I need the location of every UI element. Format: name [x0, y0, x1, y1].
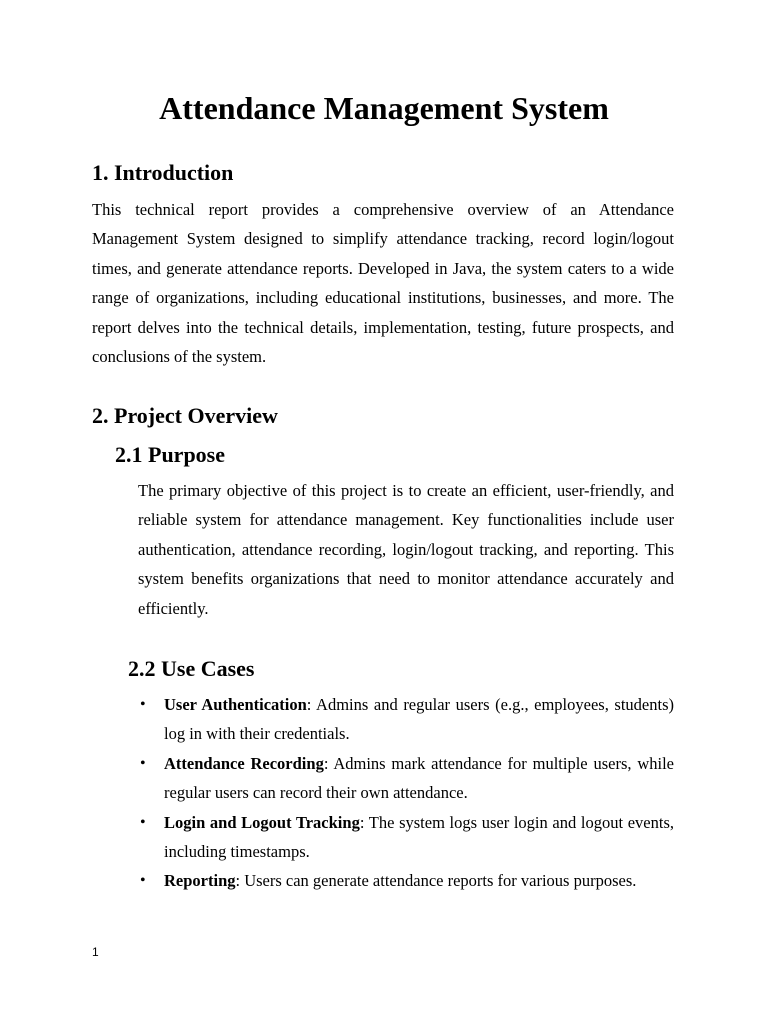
- use-case-term: User Authentication: [164, 695, 307, 714]
- list-item: [138, 808, 674, 867]
- use-case-description: : The system logs user login and logout events, including timestamps.: [164, 812, 674, 862]
- purpose-paragraph: The primary objective of this project is to create an efficient, user-friendly, and reliable system for attendance management. Key functionalities include user authentication, attendance recording, login/logout tracking, and reporting. This system benefits organizations that need to monitor attendance accurately and efficiently.: [138, 481, 674, 618]
- page-number: 1: [92, 945, 99, 959]
- use-case-term: Login and Logout Tracking: [164, 812, 360, 832]
- subsection-heading-use-cases: 2.2 Use Cases: [128, 656, 255, 681]
- section-heading-introduction: 1. Introduction: [92, 160, 234, 185]
- introduction-paragraph: This technical report provides a comprehensive overview of an Attendance Management System designed to simplify attendance tracking, record login/logout times, and generate attendance reports. Developed in Java, the system caters to a wide range of organizations, including educational institutions, businesses, and more. The report delves into the technical details, implementation, testing, future prospects, and conclusions of the system.: [92, 200, 674, 367]
- list-item: [138, 866, 674, 895]
- bullet-icon: •: [140, 813, 146, 831]
- use-case-description: : Admins and regular users (e.g., employees, students) log in with their credentials.: [164, 695, 675, 744]
- bullet-icon: •: [140, 696, 146, 713]
- bullet-icon: •: [140, 754, 146, 772]
- document-title: Attendance Management System: [159, 90, 609, 126]
- bullet-icon: •: [140, 872, 146, 890]
- use-cases-list: [138, 690, 674, 896]
- list-item: [138, 690, 674, 749]
- subsection-heading-purpose: 2.1 Purpose: [115, 442, 225, 467]
- section-heading-project-overview: 2. Project Overview: [92, 403, 278, 428]
- use-case-term: Attendance Recording: [164, 753, 324, 773]
- use-case-description: : Admins mark attendance for multiple users, while regular users can record their own attendance.: [164, 753, 675, 803]
- use-case-description: : Users can generate attendance reports for various purposes.: [235, 871, 637, 891]
- list-item: [138, 749, 674, 808]
- use-case-term: Reporting: [164, 871, 236, 891]
